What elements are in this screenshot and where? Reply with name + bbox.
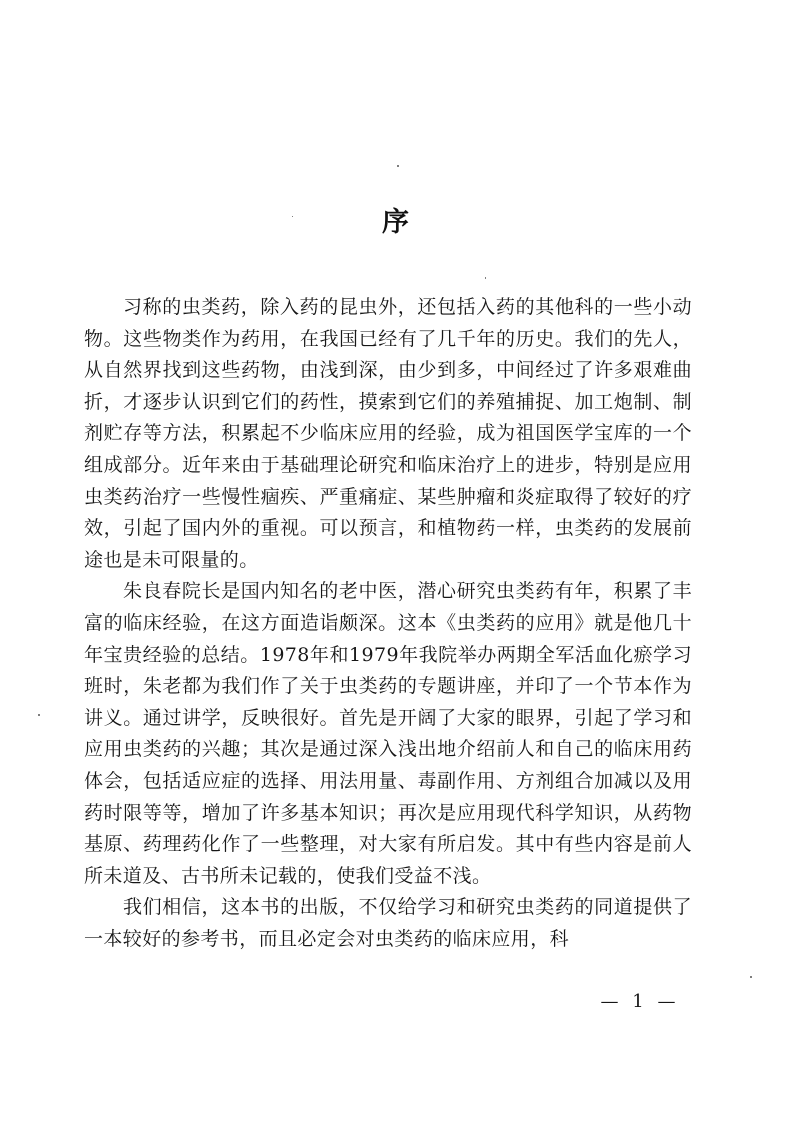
scan-speck (485, 277, 486, 279)
scan-speck (750, 976, 752, 978)
scan-speck (292, 216, 293, 217)
page-number: — 1 — (600, 991, 680, 1012)
scan-speck (397, 165, 399, 167)
preface-body (84, 292, 692, 955)
paragraph: 我们相信，这本书的出版，不仅给学习和研究虫类药的同道提供了一本较好的参考书，而且必定会对虫类药的临床应用，科 (84, 896, 692, 950)
paragraph: 朱良春院长是国内知名的老中医，潜心研究虫类药有年，积累了丰富的临床经验，在这方面造诣颇深。这本《虫类药的应用》就是他几十年宝贵经验的总结。1978年和1979年我院举办两期全军活血化瘀学习班时，朱老都为我们作了关于虫类药的专题讲座，并印了一个节本作为讲义。通过讲学，反映很好。首先是开阔了大家的眼界，引起了学习和应用虫类药的兴趣；其次是通过深入浅出地介绍前人和自己的临床用药体会，包括适应症的选择、用法用量、毒副作用、方剂组合加减以及用药时限等等，增加了许多基本知识；再次是应用现代科学知识，从药物基原、药理药化作了一些整理，对大家有所启发。其中有些内容是前人所未道及、古书所未记载的，使我们受益不浅。 (84, 580, 692, 887)
paragraph: 习称的虫类药，除入药的昆虫外，还包括入药的其他科的一些小动物。这些物类作为药用，在我国已经有了几千年的历史。我们的先人，从自然界找到这些药物，由浅到深，由少到多，中间经过了许多艰难曲折，才逐步认识到它们的药性，摸索到它们的养殖捕捉、加工炮制、制剂贮存等方法，积累起不少临床应用的经验，成为祖国医学宝库的一个组成部分。近年来由于基础理论研究和临床治疗上的进步，特别是应用虫类药治疗一些慢性痼疾、严重痛症、某些肿瘤和炎症取得了较好的疗效，引起了国内外的重视。可以预言，和植物药一样，虫类药的发展前途也是未可限量的。 (84, 296, 692, 571)
page-title: 序 (382, 207, 411, 238)
scan-speck (38, 714, 40, 716)
